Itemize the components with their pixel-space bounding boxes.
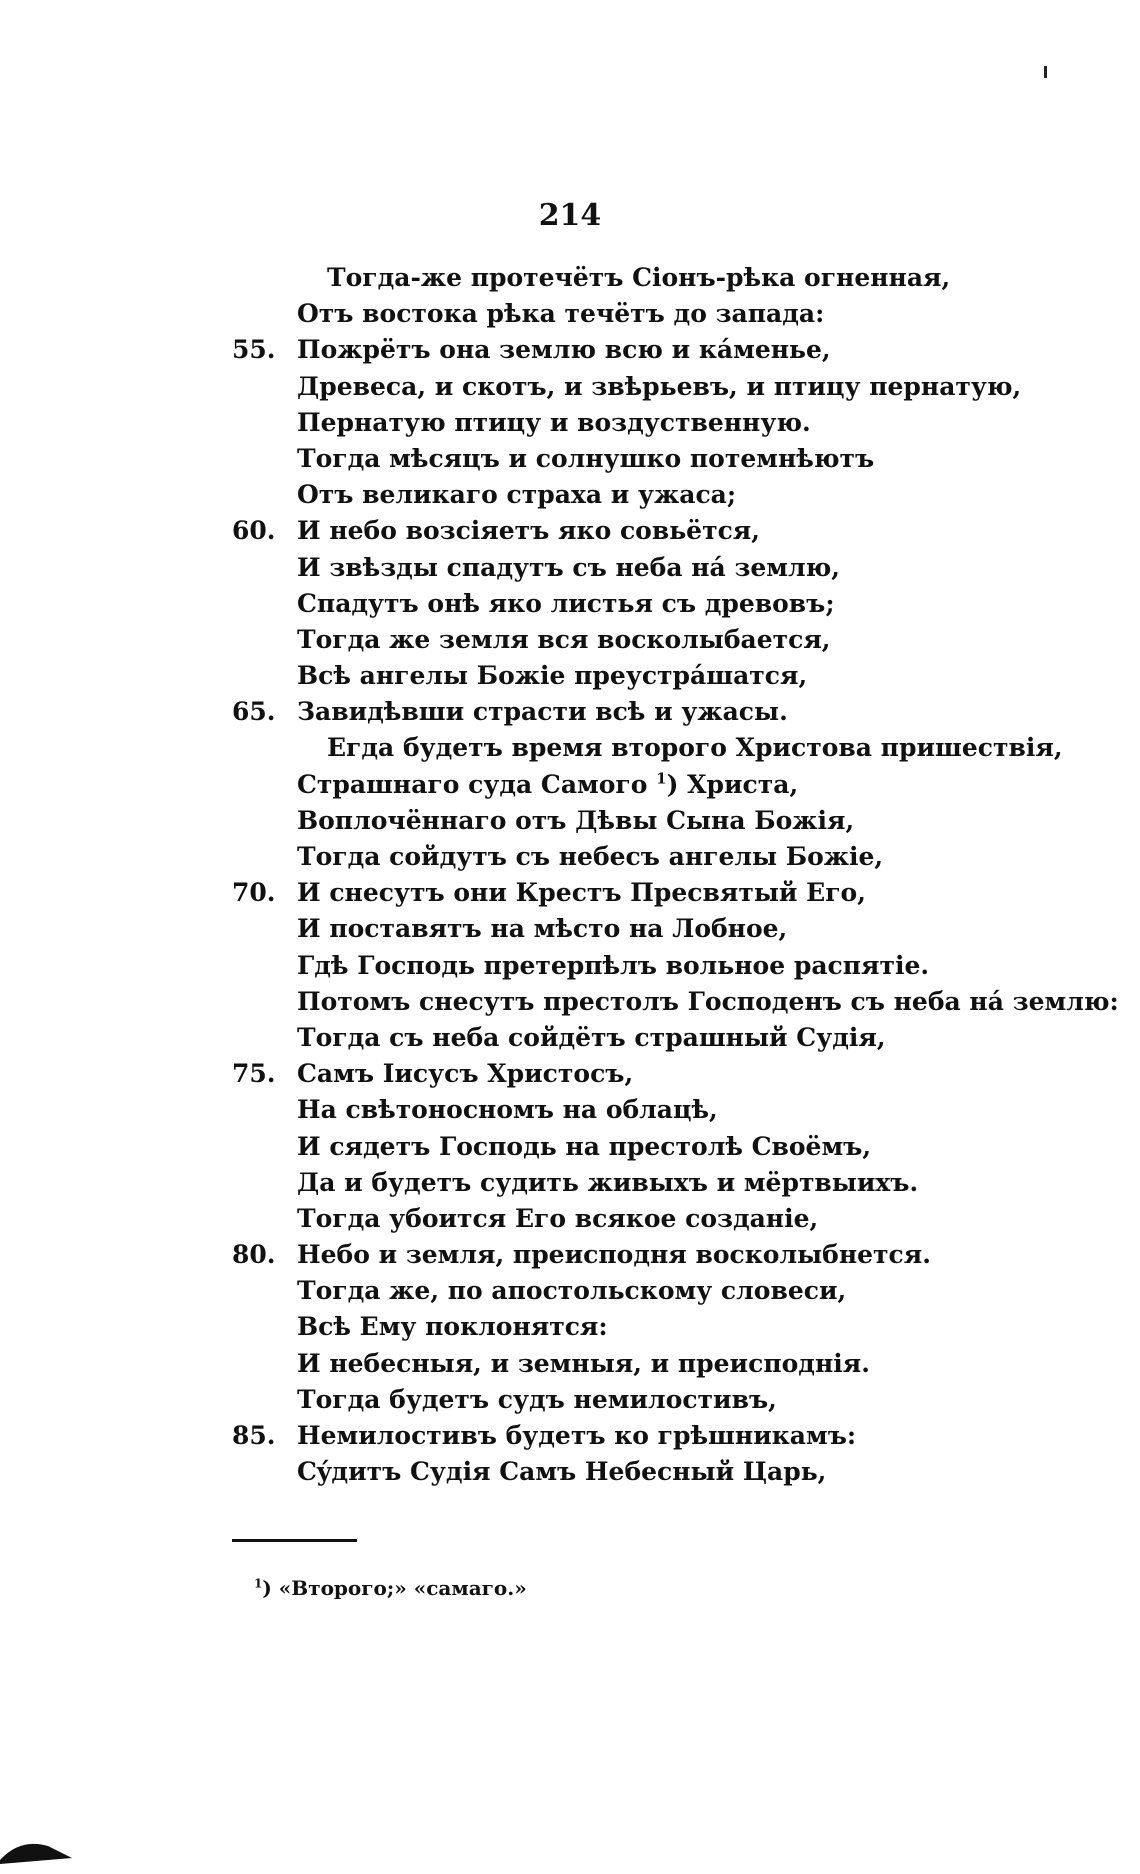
verse-line — [232, 1309, 1112, 1345]
verse-line — [232, 658, 1112, 694]
verse-line — [232, 839, 1112, 875]
verse-line — [232, 550, 1112, 586]
verse-text: Тогда будетъ судъ немилостивъ, — [297, 1384, 777, 1414]
verse-text: Отъ великаго страха и ужаса; — [297, 480, 737, 510]
verse-text: Небо и земля, преисподня восколыбнется. — [297, 1240, 931, 1270]
verse-line — [232, 477, 1112, 513]
verse-text: Тогда съ неба сойдётъ страшный Судія, — [297, 1022, 886, 1052]
footnote-ref: 1 — [656, 769, 667, 788]
verse-text: Да и будетъ судить живыхъ и мёртвыихъ. — [297, 1167, 919, 1197]
line-number: 80. — [232, 1240, 276, 1270]
verse-line — [232, 1201, 1112, 1237]
verse-text: Всѣ Ему поклонятся: — [297, 1312, 608, 1342]
verse-line — [232, 1418, 1112, 1454]
verse-line — [232, 948, 1112, 984]
verse-text: На свѣтоносномъ на облацѣ, — [297, 1095, 718, 1125]
verse-line — [232, 1454, 1112, 1490]
footnote: $^1$) «Второго;» «самаго.» — [254, 1576, 527, 1600]
poem-body — [232, 260, 1119, 1490]
verse-text: Гдѣ Господь претерпѣлъ вольное распятіе. — [297, 950, 930, 980]
page-number: 214 — [538, 198, 602, 233]
verse-line — [232, 1346, 1112, 1382]
footnote-divider — [232, 1539, 357, 1542]
verse-text: И поставятъ на мѣсто на Лобное, — [297, 914, 788, 944]
verse-text: И звѣзды спадутъ съ неба нá землю, — [297, 552, 840, 582]
verse-line — [232, 1382, 1112, 1418]
verse-text-continued: Христа, — [678, 769, 799, 799]
verse-text: Сýдитъ Судія Самъ Небесный Царь, — [297, 1457, 827, 1487]
verse-text: И сядетъ Господь на престолѣ Своёмъ, — [297, 1131, 872, 1161]
scan-speck — [1044, 66, 1047, 78]
line-number: 55. — [232, 335, 276, 365]
verse-text: Егда будетъ время второго Христова пришествія, — [327, 733, 1063, 763]
verse-text: Всѣ ангелы Божіе преустрáшатся, — [297, 661, 808, 691]
verse-text: И снесутъ они Крестъ Пресвятый Его, — [297, 878, 866, 908]
verse-line: Страшнаго суда Самого $^1$) Христа, — [297, 769, 799, 799]
verse-line — [232, 513, 1112, 549]
verse-text: Древеса, и скотъ, и звѣрьевъ, и птицу пернатую, — [297, 371, 1022, 401]
verse-line — [232, 875, 1112, 911]
verse-line — [232, 1129, 1112, 1165]
verse-line — [232, 622, 1112, 658]
verse-line — [232, 984, 1119, 1020]
verse-text: Потомъ снесутъ престолъ Господенъ съ неба нá землю: — [297, 986, 1119, 1016]
verse-line — [232, 1237, 1112, 1273]
verse-text: Тогда убоится Его всякое созданіе, — [297, 1203, 819, 1233]
verse-line — [232, 694, 1112, 730]
verse-line — [232, 332, 1112, 368]
verse-text: И небесныя, и земныя, и преисподнія. — [297, 1348, 870, 1378]
verse-line — [232, 369, 1112, 405]
footnote-marker: 1 — [254, 1576, 263, 1591]
verse-line — [232, 1092, 1112, 1128]
verse-text: Страшнаго суда Самого — [297, 769, 648, 799]
line-number: 85. — [232, 1421, 276, 1450]
verse-text: Тогда сойдутъ съ небесъ ангелы Божіе, — [297, 842, 884, 871]
verse-text: Пернатую птицу и воздуственную. — [297, 407, 811, 437]
verse-text: Тогда-же протечётъ Сіонъ-рѣка огненная, — [327, 263, 951, 292]
verse-text: Тогда же земля вся восколыбается, — [297, 624, 831, 654]
verse-text: Тогда же, по апостольскому словеси, — [297, 1276, 847, 1306]
verse-line — [232, 1020, 1112, 1056]
footnote-text: «Второго;» «самаго.» — [278, 1576, 527, 1600]
verse-text: Завидѣвши страсти всѣ и ужасы. — [297, 697, 788, 727]
line-number: 60. — [232, 516, 276, 546]
line-number: 75. — [232, 1059, 276, 1089]
verse-text: Спадутъ онѣ яко листья съ древовъ; — [297, 588, 835, 618]
verse-line — [232, 260, 1112, 296]
verse-line — [232, 730, 1112, 766]
verse-text: Пожрётъ она землю всю и кáменье, — [297, 335, 831, 365]
verse-text: Отъ востока рѣка течётъ до запада: — [297, 299, 825, 329]
verse-line — [232, 803, 1112, 839]
page-edge-blot — [0, 1844, 72, 1864]
verse-line — [232, 405, 1112, 441]
verse-text: Немилостивъ будетъ ко грѣшникамъ: — [297, 1421, 857, 1450]
verse-line — [232, 296, 1112, 332]
verse-line — [232, 911, 1112, 947]
verse-text: Воплочённаго отъ Дѣвы Сына Божія, — [297, 805, 855, 835]
verse-line — [232, 586, 1112, 622]
line-number: 70. — [232, 878, 276, 908]
line-number: 65. — [232, 697, 276, 727]
verse-text: И небо возсіяетъ яко совьётся, — [297, 516, 760, 546]
verse-line — [232, 1273, 1112, 1309]
verse-text: Тогда мѣсяцъ и солнушко потемнѣютъ — [297, 443, 875, 473]
verse-line — [232, 1165, 1112, 1201]
verse-text: Самъ Іисусъ Христосъ, — [297, 1059, 634, 1089]
verse-line — [232, 441, 1112, 477]
verse-line — [232, 1056, 1112, 1092]
